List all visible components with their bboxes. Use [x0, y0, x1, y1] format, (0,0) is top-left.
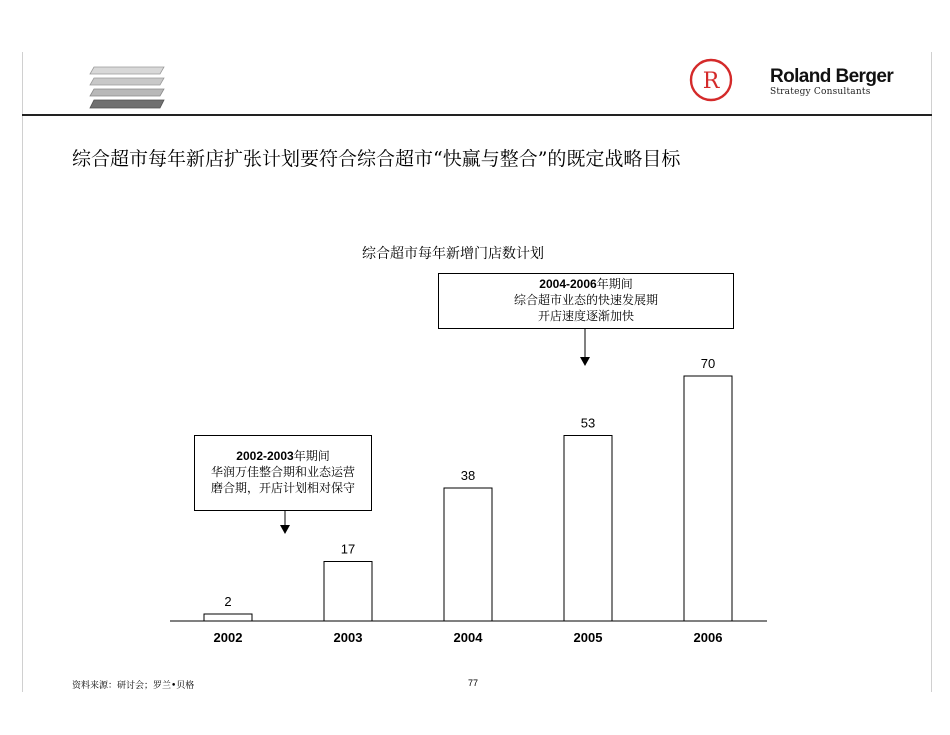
bars-group	[204, 356, 732, 645]
brand-name: Roland Berger	[770, 66, 894, 87]
category-label-2006: 2006	[693, 630, 723, 645]
arrow-a-head-icon	[280, 525, 290, 534]
slide-title: 综合超市每年新店扩张计划要符合综合超市“快赢与整合”的既定战略目标	[72, 148, 681, 170]
bar-2006	[684, 376, 732, 621]
bar-2002	[204, 614, 252, 621]
annotation-b-suffix: 年期间	[596, 277, 633, 291]
category-label-2004: 2004	[453, 630, 483, 645]
value-label-2005: 53	[580, 415, 596, 431]
annotation-b-line2: 综合超市业态的快速发展期	[513, 293, 658, 307]
category-label-2003: 2003	[333, 630, 363, 645]
category-label-2005: 2005	[573, 630, 603, 645]
bar-2003	[324, 562, 372, 622]
annotation-a-suffix: 年期间	[293, 449, 330, 463]
annotation-a-line3: 磨合期，开店计划相对保守	[210, 481, 355, 495]
bar-2005	[564, 436, 612, 622]
page-number: 77	[468, 678, 479, 688]
annotation-a-years: 2002-2003	[236, 449, 294, 463]
svg-text:R: R	[702, 69, 720, 94]
value-label-2003: 17	[340, 541, 356, 557]
value-label-2004: 38	[460, 468, 476, 483]
chart-title: 综合超市每年新增门店数计划	[362, 246, 544, 262]
footer-source: 资料来源：研讨会；罗兰•贝格	[72, 681, 195, 691]
category-label-2002: 2002	[213, 630, 243, 645]
annotation-b-line3: 开店速度逐渐加快	[537, 309, 634, 323]
bar-2004	[444, 488, 492, 621]
value-label-2002: 2	[224, 594, 232, 609]
arrow-b-head-icon	[580, 357, 590, 366]
brand-subtitle: Strategy Consultants	[770, 87, 871, 97]
value-label-2006: 70	[700, 356, 716, 371]
annotation-b-years: 2004-2006	[539, 277, 597, 291]
annotation-a-line2: 华润万佳整合期和业态运营	[210, 465, 355, 479]
